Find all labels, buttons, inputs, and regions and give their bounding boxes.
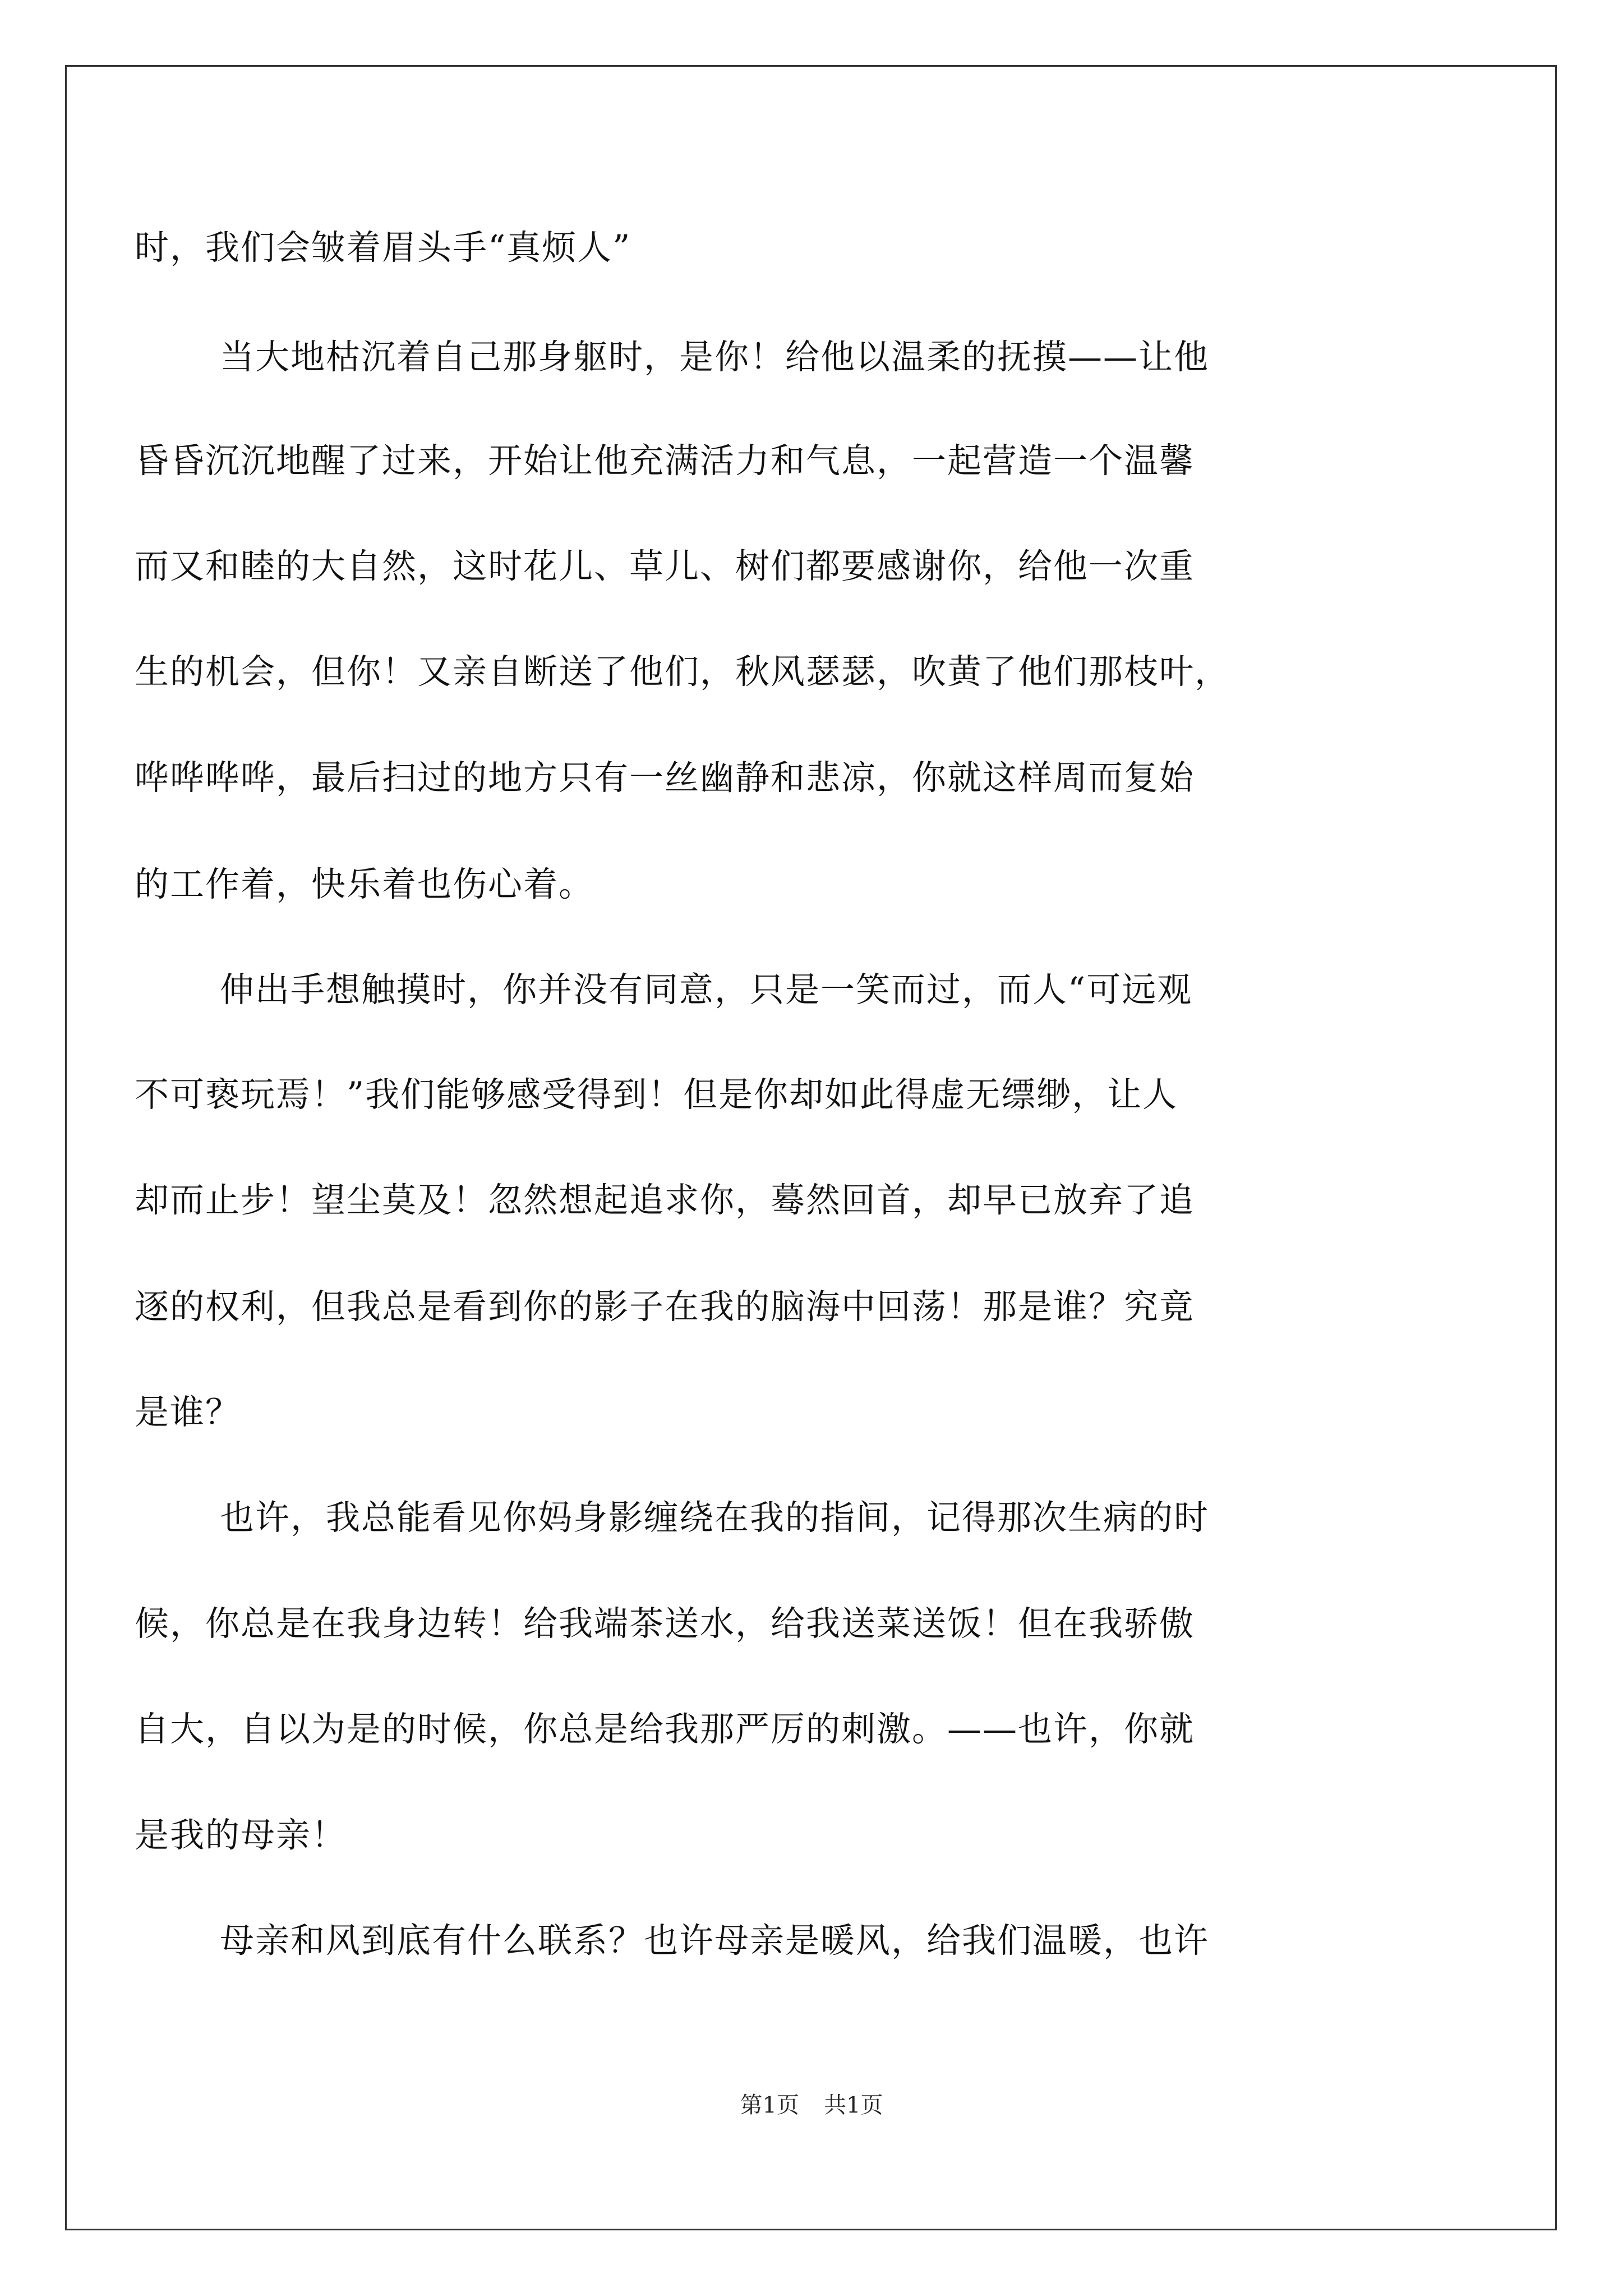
text-line: 的工作着，快乐着也伤心着。 bbox=[135, 864, 594, 904]
text-line: 不可亵玩焉！”我们能够感受得到！但是你却如此得虚无缥缈，让人 bbox=[135, 1075, 1178, 1115]
paragraph-first-line: 当大地枯沉着自己那身躯时，是你！给他以温柔的抚摸——让他 bbox=[220, 337, 1210, 377]
text-line: 生的机会，但你！又亲自断送了他们，秋风瑟瑟，吹黄了他们那枝叶， bbox=[135, 652, 1230, 692]
text-line: 是我的母亲！ bbox=[135, 1815, 347, 1855]
text-line: 逐的权利，但我总是看到你的影子在我的脑海中回荡！那是谁？究竟 bbox=[135, 1287, 1195, 1327]
paragraph-first-line: 母亲和风到底有什么联系？也许母亲是暖风，给我们温暖，也许 bbox=[220, 1921, 1210, 1961]
text-line: 却而止步！望尘莫及！忽然想起追求你，蓦然回首，却早已放弃了追 bbox=[135, 1180, 1195, 1220]
page-footer bbox=[0, 2088, 1623, 2122]
page-total: 共1页 bbox=[824, 2092, 883, 2118]
page-border bbox=[65, 65, 1557, 2230]
text-line: 而又和睦的大自然，这时花儿、草儿、树们都要感谢你，给他一次重 bbox=[135, 546, 1195, 586]
text-line: 候，你总是在我身边转！给我端茶送水，给我送菜送饭！但在我骄傲 bbox=[135, 1604, 1195, 1644]
paragraph-first-line: 也许，我总能看见你妈身影缠绕在我的指间，记得那次生病的时 bbox=[220, 1498, 1210, 1538]
text-line: 自大，自以为是的时候，你总是给我那严厉的刺激。——也许，你就 bbox=[135, 1709, 1195, 1749]
text-line: 时，我们会皱着眉头手“真烦人” bbox=[135, 228, 631, 268]
page-number: 第1页 bbox=[740, 2092, 799, 2118]
text-line: 是谁？ bbox=[135, 1392, 241, 1432]
text-line: 昏昏沉沉地醒了过来，开始让他充满活力和气息，一起营造一个温馨 bbox=[135, 441, 1195, 481]
text-line: 哗哗哗哗，最后扫过的地方只有一丝幽静和悲凉，你就这样周而复始 bbox=[135, 758, 1195, 798]
paragraph-first-line: 伸出手想触摸时，你并没有同意，只是一笑而过，而人“可远观 bbox=[220, 970, 1193, 1010]
